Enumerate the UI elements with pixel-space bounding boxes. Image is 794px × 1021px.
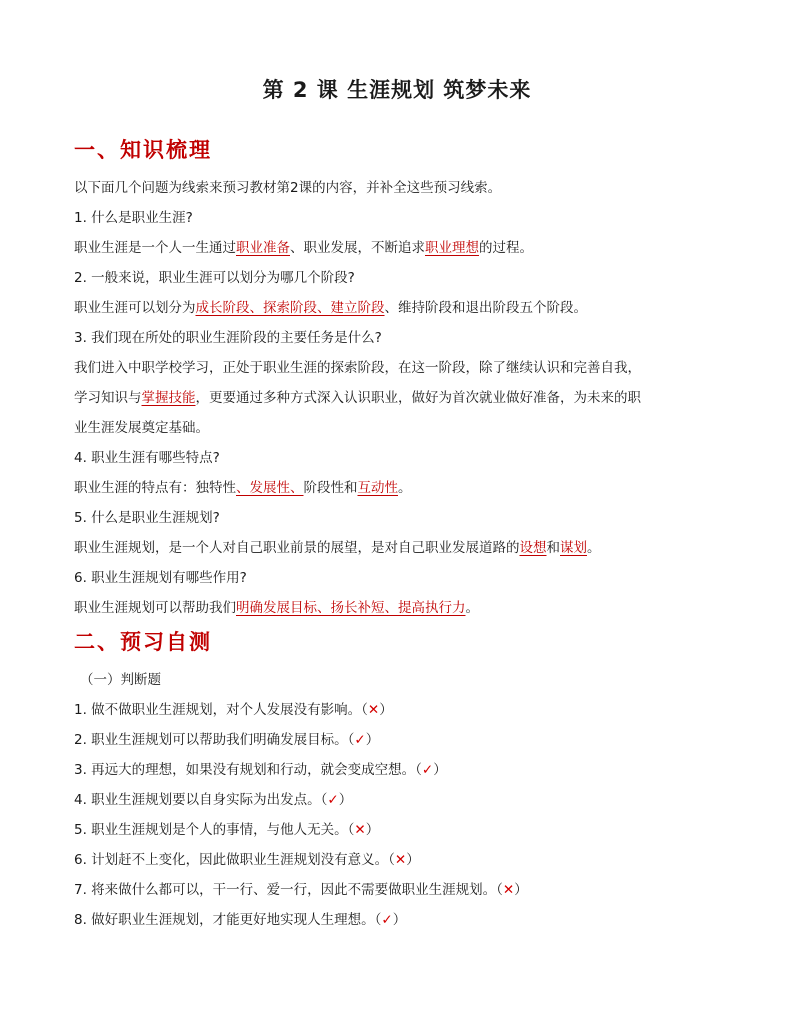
answer-3-line-3: 业生涯发展奠定基础。 <box>74 420 209 436</box>
judgement-item: 4. 职业生涯规划要以自身实际为出发点。（✓） <box>74 792 353 808</box>
answer-5: 职业生涯规划，是一个人对自己职业前景的展望，是对自己职业发展道路的设想和谋划。 <box>74 540 601 556</box>
answer-blank: 掌握技能 <box>141 390 196 406</box>
answer-blank: 设想 <box>519 540 547 556</box>
answer-blank: 、发展性、 <box>236 480 304 496</box>
answer-blank: 职业理想 <box>425 240 479 256</box>
intro-text: 以下面几个问题为线索来预习教材第2课的内容，并补全这些预习线索。 <box>74 180 502 196</box>
check-mark-icon: ✓ <box>354 732 366 748</box>
subheading-true-false: （一）判断题 <box>80 672 161 688</box>
question-2: 2. 一般来说，职业生涯可以划分为哪几个阶段? <box>74 270 355 286</box>
judgement-item: 2. 职业生涯规划可以帮助我们明确发展目标。（✓） <box>74 732 380 748</box>
cross-mark-icon: ✕ <box>502 882 515 898</box>
answer-3-line-2: 学习知识与掌握技能，更要通过多种方式深入认识职业，做好为首次就业做好准备，为未来的职 <box>74 390 641 406</box>
judgement-item: 6. 计划赶不上变化，因此做职业生涯规划没有意义。（✕） <box>74 852 420 868</box>
answer-2: 职业生涯可以划分为成长阶段、探索阶段、建立阶段、维持阶段和退出阶段五个阶段。 <box>74 300 587 316</box>
check-mark-icon: ✓ <box>381 912 393 928</box>
answer-blank: 明确发展目标、扬长补短、提高执行力 <box>236 600 466 616</box>
cross-mark-icon: ✕ <box>394 852 407 868</box>
page-title: 第 2 课 生涯规划 筑梦未来 <box>262 78 532 102</box>
answer-blank: 成长阶段、探索阶段、建立阶段 <box>195 300 385 316</box>
judgement-item: 1. 做不做职业生涯规划，对个人发展没有影响。（✕） <box>74 702 393 718</box>
judgement-item: 3. 再远大的理想，如果没有规划和行动，就会变成空想。（✓） <box>74 762 447 778</box>
question-3: 3. 我们现在所处的职业生涯阶段的主要任务是什么? <box>74 330 382 346</box>
check-mark-icon: ✓ <box>327 792 339 808</box>
answer-6: 职业生涯规划可以帮助我们明确发展目标、扬长补短、提高执行力。 <box>74 600 479 616</box>
question-1: 1. 什么是职业生涯? <box>74 210 193 226</box>
section-heading-self-test: 二、预习自测 <box>74 629 212 654</box>
judgement-item: 7. 将来做什么都可以，干一行、爱一行，因此不需要做职业生涯规划。（✕） <box>74 882 528 898</box>
answer-blank: 互动性 <box>357 480 398 496</box>
cross-mark-icon: ✕ <box>354 822 366 838</box>
question-5: 5. 什么是职业生涯规划? <box>74 510 220 526</box>
cross-mark-icon: ✕ <box>367 702 380 718</box>
answer-blank: 职业准备 <box>236 240 290 256</box>
answer-1: 职业生涯是一个人一生通过职业准备、职业发展，不断追求职业理想的过程。 <box>74 240 533 256</box>
answer-4: 职业生涯的特点有：独特性、发展性、阶段性和互动性。 <box>74 480 412 496</box>
answer-3-line-1: 我们进入中职学校学习，正处于职业生涯的探索阶段，在这一阶段，除了继续认识和完善自我， <box>74 360 641 376</box>
section-heading-knowledge: 一、知识梳理 <box>74 137 212 162</box>
answer-blank: 谋划 <box>560 540 587 556</box>
question-4: 4. 职业生涯有哪些特点? <box>74 450 220 466</box>
judgement-item: 8. 做好职业生涯规划，才能更好地实现人生理想。（✓） <box>74 912 407 928</box>
question-6: 6. 职业生涯规划有哪些作用? <box>74 570 247 586</box>
judgement-item: 5. 职业生涯规划是个人的事情，与他人无关。（✕） <box>74 822 380 838</box>
check-mark-icon: ✓ <box>421 762 434 778</box>
